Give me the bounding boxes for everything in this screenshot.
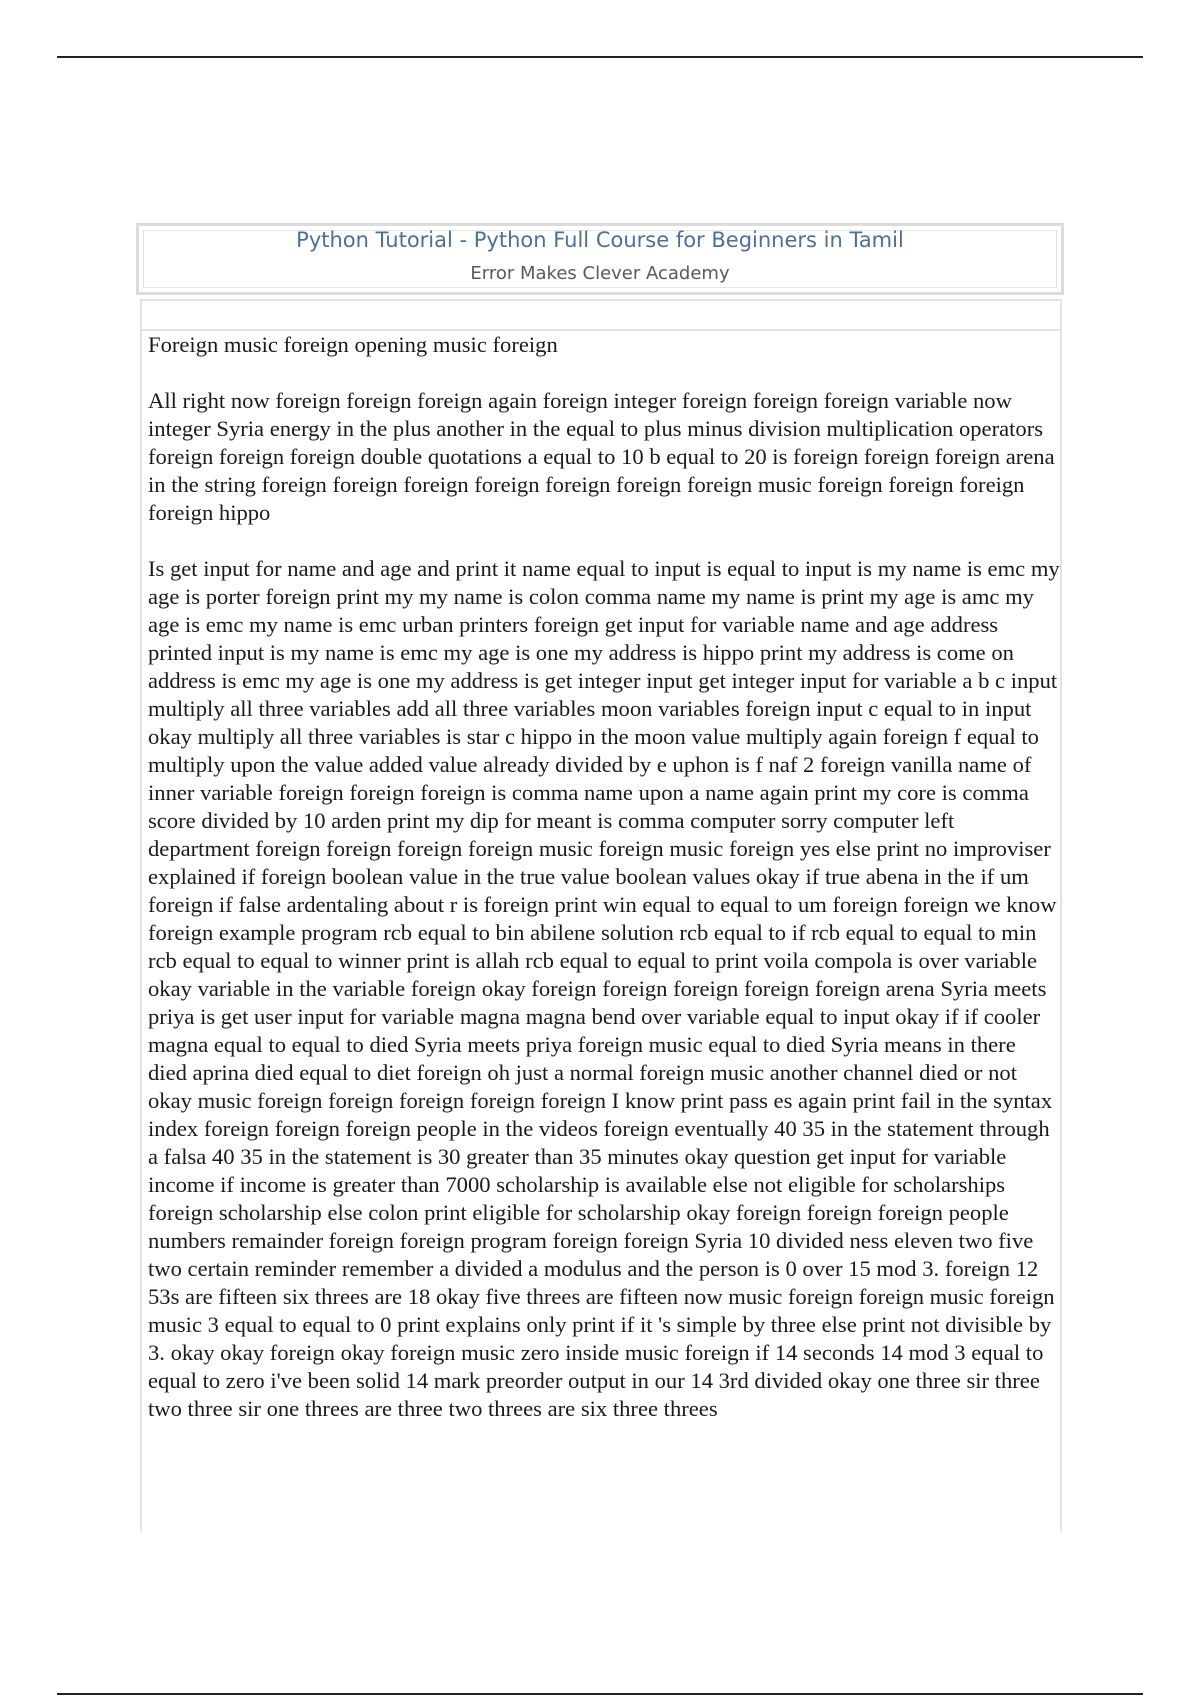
transcript-paragraph: Is get input for name and age and print it name equal to input is equal to input is my name is emc my age is porter foreign print my my name is colon comma name my name is print my age is amc my age is emc my name is emc urban printers foreign get input for variable name and age address printed input is my name is emc my age is one my address is hippo print my address is come on address is emc my age is one my address is get integer input get integer input for variable a b c input multiply all three variables add all three variables moon variables foreign input c equal to in input okay multiply all three variables is star c hippo in the moon value multiply again foreign f equal to multiply upon the value added value already divided by e uphon is f naf 2 foreign vanilla name of inner variable foreign foreign foreign is comma name upon a name again print my core is comma score divided by 10 arden print my dip for meant is comma computer sorry computer left department foreign foreign foreign foreign music foreign music foreign yes else print no improviser explained if foreign boolean value in the true value boolean values okay if true abena in the if um foreign if false ardentaling about r is foreign print win equal to equal to um foreign foreign we know foreign example program rcb equal to bin abilene solution rcb equal to if rcb equal to equal to min rcb equal to equal to winner print is allah rcb equal to equal to print voila compola is over variable okay variable in the variable foreign okay foreign foreign foreign foreign foreign arena Syria meets priya is get user input for variable magna magna bend over variable equal to input okay if if cooler magna equal to equal to died Syria meets priya foreign music equal to died Syria means in there died aprina died equal to diet foreign oh just a normal foreign music another channel died or not okay music foreign foreign foreign foreign foreign I know print pass es again print fail in the syntax index foreign foreign foreign people in the videos foreign eventually 40 35 in the statement through a falsa 40 35 in the statement is 30 greater than 35 minutes okay question get input for variable income if income is greater than 7000 scholarship is available else not eligible for scholarships foreign scholarship else colon print eligible for scholarship okay foreign foreign foreign people numbers remainder foreign foreign program foreign foreign Syria 10 divided ness eleven two five two certain reminder remember a divided a modulus and the person is 0 over 15 mod 3. foreign 12 53s are fifteen six threes are 18 okay five threes are fifteen now music foreign foreign music foreign music 3 equal to equal to 0 print explains only print if it 's simple by three else print not divisible by 3. okay okay foreign okay foreign music zero inside music foreign if 14 seconds 14 mod 3 equal to equal to zero i've been solid 14 mark preorder output in our 14 3rd divided okay one three sir three two three sir one threes are three two threes are six three threes [148, 556, 1060, 1421]
document-header [136, 223, 1064, 295]
transcript-box [140, 329, 1062, 1532]
document-subtitle: Error Makes Clever Academy [470, 263, 730, 284]
bottom-rule [57, 1693, 1143, 1695]
header-spacer-row [140, 299, 1062, 329]
transcript-paragraph: All right now foreign foreign foreign again foreign integer foreign foreign foreign variable now integer Syria energy in the plus another in the equal to plus minus division multiplication operators foreign foreign foreign double quotations a equal to 10 b equal to 20 is foreign foreign foreign arena in the string foreign foreign foreign foreign foreign foreign foreign music foreign foreign foreign foreign hippo [148, 388, 1055, 525]
top-rule [57, 56, 1143, 58]
document-title: Python Tutorial - Python Full Course for Beginners in Tamil [296, 228, 904, 252]
transcript-paragraph: Foreign music foreign opening music foreign [148, 332, 558, 357]
transcript-content [148, 331, 1060, 1451]
